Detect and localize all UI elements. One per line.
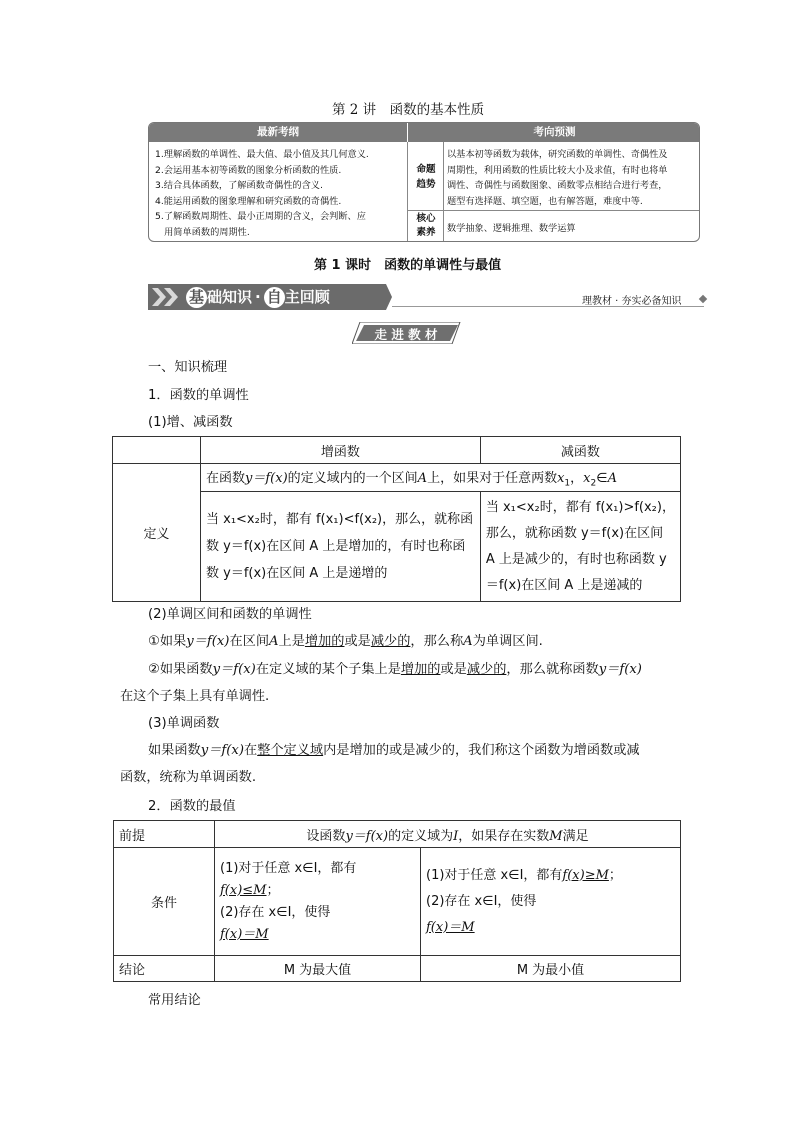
syllabus-item: 1.理解函数的单调性、最大值、最小值及其几何意义.	[155, 149, 369, 160]
heading-interval: (2)单调区间和函数的单调性	[148, 607, 312, 622]
premise-text: 设函数y＝f(x)的定义域为I，如果存在实数M满足	[215, 821, 681, 848]
row-label-condition: 条件	[114, 848, 215, 956]
diamond-icon	[699, 295, 707, 303]
col-decreasing: 减函数	[480, 437, 680, 464]
syllabus-table	[148, 122, 700, 242]
row-label-premise: 前提	[114, 821, 215, 848]
lesson-title: 第 1 课时 函数的单调性与最值	[314, 258, 502, 273]
forecast-heading: 考向预测	[408, 123, 700, 142]
syllabus-heading: 最新考纲	[149, 123, 407, 142]
monotonicity-table	[112, 436, 681, 602]
paragraph-interval: ①如果y＝f(x)在区间A上是增加的或是减少的，那么称A为单调区间.	[148, 634, 543, 649]
syllabus-item: 4.能运用函数的图象理解和研究函数的奇偶性.	[155, 195, 342, 207]
paragraph-subset: ②如果函数y＝f(x)在定义域的某个子集上是增加的或是减少的，那么就称函数y＝f(x)	[148, 662, 642, 677]
trend-text: 以基本初等函数为载体，研究函数的单调性、奇偶性及 周期性，利用函数的性质比较大小及求值，有时也将单 调性、奇偶性与函数图象、函数零点相结合进行考查， 题型有选择题、填空题，也有解答题，难度中等.	[447, 149, 668, 207]
row-label-definition: 定义	[113, 464, 201, 602]
paragraph-monotone: 如果函数y＝f(x)在整个定义域内是增加的或是减少的，我们称这个函数为增函数或减	[148, 743, 640, 758]
trend-label: 命题 趋势	[416, 164, 436, 190]
paragraph-subset-cont: 在这个子集上具有单调性.	[120, 689, 270, 704]
min-condition: (1)对于任意 x∈I，都有f(x)≥M； (2)存在 x∈I，使得 f(x)＝M	[421, 848, 681, 956]
section-tag: 走 进 教 材	[352, 322, 468, 344]
section-banner	[148, 284, 708, 310]
banner-char-circle: 自	[264, 287, 285, 308]
banner-title: 基 础知识 · 自 主回顾	[186, 286, 330, 308]
syllabus-item: 用简单函数的周期性.	[155, 226, 250, 238]
max-conclusion: M 为最大值	[215, 956, 421, 982]
syllabus-item: 3.结合具体函数，了解函数奇偶性的含义.	[155, 180, 323, 192]
syllabus-item: 5.了解函数周期性、最小正周期的含义，会判断、应	[155, 211, 366, 223]
row-label-conclusion: 结论	[114, 956, 215, 982]
common-condition: 在函数y＝f(x)的定义域内的一个区间A上，如果对于任意两数$x_1$，$x_2\in A$	[201, 464, 681, 492]
syllabus-item: 2.会运用基本初等函数的图象分析函数的性质.	[155, 164, 342, 176]
increasing-definition: 当 x₁<x₂时，都有 f(x₁)<f(x₂)，那么，就称函 数 y＝f(x)在区间 A 上是增加的，有时也称函 数 y＝f(x)在区间 A 上是递增的	[201, 492, 481, 602]
heading-monotone-function: (3)单调函数	[148, 716, 220, 731]
heading-monotonicity: 1．函数的单调性	[148, 388, 249, 403]
min-conclusion: M 为最小值	[421, 956, 681, 982]
literacy-text: 数学抽象、逻辑推理、数学运算	[447, 223, 576, 234]
literacy-label: 核心 素养	[416, 213, 436, 238]
paragraph-monotone-cont: 函数，统称为单调函数.	[120, 770, 257, 785]
decreasing-definition: 当 x₁<x₂时，都有 f(x₁)>f(x₂)， 那么，就称函数 y＝f(x)在区间 A 上是减少的，有时也称函数 y ＝f(x)在区间 A 上是递减的	[480, 492, 680, 602]
max-condition: (1)对于任意 x∈I，都有 f(x)≤M； (2)存在 x∈I，使得 f(x)＝M	[215, 848, 421, 956]
extrema-table	[113, 820, 681, 982]
heading-extrema: 2．函数的最值	[148, 799, 236, 814]
col-increasing: 增函数	[201, 437, 481, 464]
banner-char-circle: 基	[186, 287, 207, 308]
syllabus-list	[155, 147, 407, 241]
banner-subtitle: 理教材 · 夯实必备知识	[582, 296, 682, 307]
heading-inc-dec: (1)增、减函数	[148, 415, 233, 430]
lecture-title: 第 2 讲 函数的基本性质	[332, 102, 485, 118]
heading-knowledge: 一、知识梳理	[148, 360, 228, 375]
heading-common-conclusions: 常用结论	[148, 993, 201, 1008]
